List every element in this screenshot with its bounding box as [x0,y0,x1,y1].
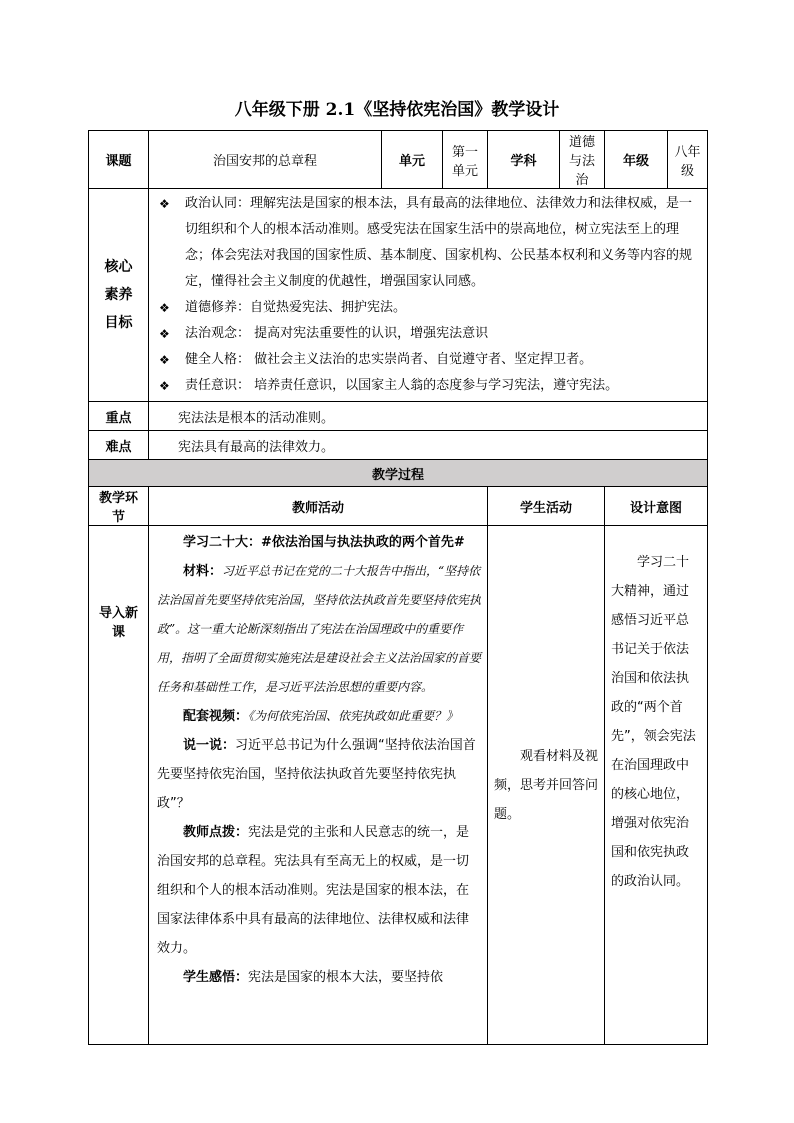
diamond-bullet-icon: ❖ [159,197,170,211]
key-point-row [89,402,708,431]
diamond-bullet-icon: ❖ [159,327,170,341]
diamond-bullet-icon: ❖ [159,353,170,367]
info-row [89,131,708,189]
goal-item [159,347,703,373]
teacher-activity [149,526,488,1045]
difficulty-row [89,431,708,460]
key-point-label: 重点 [89,402,149,431]
difficulty-label: 难点 [89,431,149,460]
student-reflection-paragraph: 学生感悟：宪法是国家的根本大法，要坚持依 [183,970,444,985]
core-literacy-label [89,189,149,402]
teacher-guidance-paragraph: 教师点拨：宪法是党的主张和人民意志的统一，是治国安邦的总章程。宪法具有至高无上的权威，是一切组织和个人的根本活动准则。宪法是国家的根本法，在国家法律体系中具有最高的法律地位、法律权威和法律效力。 [157,825,470,956]
unit-label: 单元 [382,131,443,189]
stage-name: 导入新课 [89,526,149,1045]
diamond-bullet-icon: ❖ [159,379,170,393]
document-title: 八年级下册 2.1《坚持依宪治国》教学设计 [234,100,560,120]
goal-item [159,321,703,347]
header-teacher: 教师活动 [149,487,488,526]
goal-text: 法治观念： 提高对宪法重要性的认识，增强宪法意识 [185,326,489,341]
header-stage: 教学环节 [89,487,149,526]
process-title-row [89,460,708,487]
goal-text: 道德修养：自觉热爱宪法、拥护宪法。 [185,300,407,315]
goal-item [159,191,703,295]
difficulty-text: 宪法具有最高的法律效力。 [149,431,708,460]
process-title: 教学过程 [89,460,708,487]
topic-label: 课题 [89,131,149,189]
goal-item [159,295,703,321]
process-header-row [89,487,708,526]
key-point-text: 宪法法是根本的活动准则。 [149,402,708,431]
design-intent: 学习二十大精神，通过感悟习近平总书记关于依法治国和依法执政的“两个首先”，领会宪法在治国理政中的核心地位，增强对依宪治国和依宪执政的政治认同。 [605,526,708,1045]
core-literacy-row [89,189,708,402]
student-activity: 观看材料及视频，思考并回答问题。 [488,526,605,1045]
diamond-bullet-icon: ❖ [159,301,170,315]
video-paragraph: 配套视频：《为何依宪治国、依宪执政如此重要？》 [183,709,459,724]
goal-text: 健全人格： 做社会主义法治的忠实崇尚者、自觉遵守者、坚定捍卫者。 [185,352,593,367]
subject-label: 学科 [488,131,560,189]
process-row [89,526,708,1045]
header-intent: 设计意图 [605,487,708,526]
header-student: 学生活动 [488,487,605,526]
core-label-line-3: 目标 [104,315,133,331]
subject-value: 道德与法治 [560,131,605,189]
material-paragraph: 材料：习近平总书记在党的二十大报告中指出，“坚持依法治国首先要坚持依宪治国，坚持依法执政首先要坚持依宪执政”。这一重大论断深刻指出了宪法在治国理政中的重要作用，指明了全面贯彻实施宪法是建设社会主义法治国家的首要任务和基础性工作，是习近平法治思想的重要内容。 [157,564,482,694]
unit-value: 第一单元 [443,131,488,189]
core-literacy-goals [149,189,708,402]
goal-text: 政治认同：理解宪法是国家的根本法，具有最高的法律地位、法律效力和法律权威，是一切组织和个人的根本活动准则。感受宪法在国家生活中的崇高地位，树立宪法至上的理念；体会宪法对我国的国家性质、基本制度、国家机构、公民基本权利和义务等内容的规定，懂得社会主义制度的优越性，增强国家认同感。 [185,196,693,289]
lesson-plan-table [88,130,708,1045]
core-label-line-1: 核心 [104,259,133,275]
goal-text: 责任意识： 培养责任意识，以国家主人翁的态度参与学习宪法，遵守宪法。 [185,378,619,393]
teacher-heading: 学习二十大：#依法治国与执法执政的两个首先# [183,535,465,550]
core-label-line-2: 素养 [104,287,133,303]
grade-value: 八年级 [668,131,708,189]
discussion-paragraph: 说一说：习近平总书记为什么强调“坚持依法治国首先要坚持依宪治国，坚持依法执政首先要坚持依宪执政”？ [157,738,476,811]
grade-label: 年级 [605,131,668,189]
topic-value: 治国安邦的总章程 [149,131,382,189]
goal-item [159,373,703,399]
